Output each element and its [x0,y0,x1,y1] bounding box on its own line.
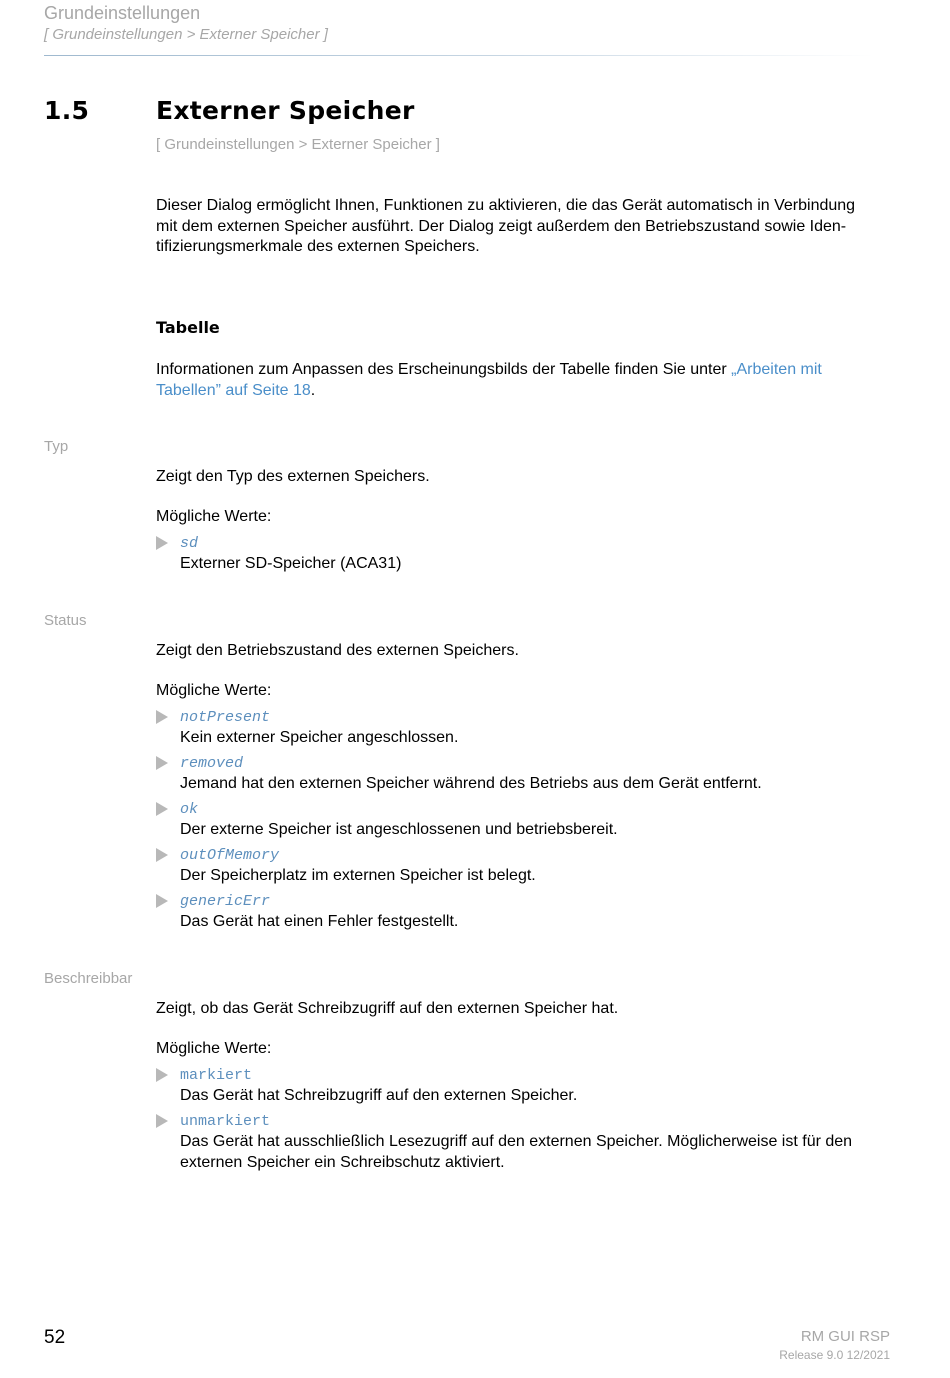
value-description: Das Gerät hat einen Fehler festgestellt. [180,913,459,930]
triangle-bullet-icon [156,1068,168,1082]
triangle-bullet-icon [156,848,168,862]
field-label-status: Status [44,612,87,629]
value-code: unmarkiert [180,1113,271,1130]
value-description-line: externen Speicher ein Schreibschutz aktiviert. [180,1153,505,1171]
triangle-bullet-icon [156,1114,168,1128]
intro-line: mit dem externen Speicher ausführt. Der Dialog zeigt außerdem den Betriebszustand sowie Iden- [156,217,847,235]
tabelle-info-paragraph [156,360,896,401]
value-code: markiert [180,1067,253,1084]
value-code: genericErr [180,893,271,910]
value-code: sd [180,535,199,552]
triangle-bullet-icon [156,802,168,816]
value-description: Der externe Speicher ist angeschlossenen und betriebsbereit. [180,821,618,838]
field-description-beschreibbar: Zeigt, ob das Gerät Schreibzugriff auf den externen Speicher hat. [156,1000,619,1017]
value-description: Der Speicherplatz im externen Speicher ist belegt. [180,867,536,884]
tabelle-info-text: Informationen zum Anpassen des Erscheinungsbilds der Tabelle finden Sie unter [156,361,732,378]
value-code: removed [180,755,244,772]
triangle-bullet-icon [156,894,168,908]
running-header-title: Grundeinstellungen [44,3,201,23]
field-description-status: Zeigt den Betriebszustand des externen Speichers. [156,642,519,659]
field-description-typ: Zeigt den Typ des externen Speichers. [156,468,430,485]
values-label-status: Mögliche Werte: [156,682,272,699]
intro-line: Dieser Dialog ermöglicht Ihnen, Funktionen zu aktivieren, die das Gerät automatisch in Verbindung [156,197,856,214]
values-label-typ: Mögliche Werte: [156,508,272,525]
value-description: Jemand hat den externen Speicher während des Betriebs aus dem Gerät entfernt. [180,775,762,792]
value-description-line: Das Gerät hat ausschließlich Lesezugriff auf den externen Speicher. Möglicherweise ist für den [180,1133,853,1150]
section-title: Externer Speicher [156,96,415,125]
intro-paragraph [156,196,896,258]
value-code: ok [180,801,199,818]
page-number: 52 [44,1327,66,1348]
triangle-bullet-icon [156,756,168,770]
value-code: outOfMemory [180,847,280,864]
tabelle-info-period: . [310,381,316,399]
footer-release: Release 9.0 12/2021 [779,1348,890,1362]
value-description: Das Gerät hat Schreibzugriff auf den externen Speicher. [180,1087,578,1104]
section-number: 1.5 [44,96,90,125]
triangle-bullet-icon [156,710,168,724]
intro-line: tifizierungsmerkmale des externen Speichers. [156,238,480,255]
value-code: notPresent [180,709,271,726]
tabelle-link[interactable]: „Arbeiten mit [731,361,822,378]
section-path: [ Grundeinstellungen > Externer Speicher ] [156,136,440,153]
running-header-path: [ Grundeinstellungen > Externer Speicher ] [44,26,328,43]
header-divider [44,55,874,56]
triangle-bullet-icon [156,536,168,550]
field-label-typ: Typ [44,438,69,455]
value-description: Externer SD-Speicher (ACA31) [180,555,402,572]
footer-document-name: RM GUI RSP [800,1328,890,1345]
value-description: Kein externer Speicher angeschlossen. [180,729,459,746]
subheading-tabelle: Tabelle [156,318,220,337]
field-label-beschreibbar: Beschreibbar [44,970,133,987]
tabelle-link-continued[interactable]: Tabellen” auf Seite 18 [156,381,311,399]
value-description [180,1132,896,1173]
values-label-beschreibbar: Mögliche Werte: [156,1040,272,1057]
